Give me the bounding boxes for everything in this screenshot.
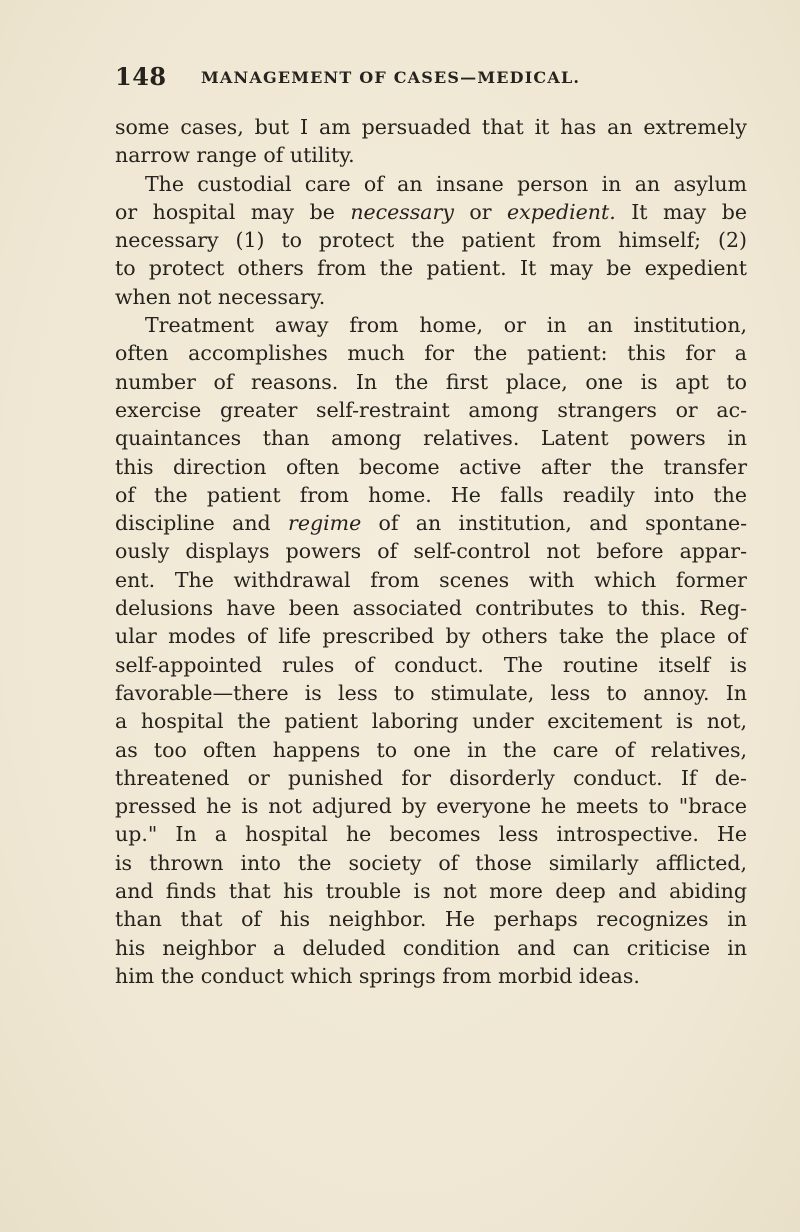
text-segment: or	[453, 199, 508, 224]
text-line: is thrown into the society of those similarly afflicted,	[115, 850, 747, 875]
text-line: Treatment away from home, or in an institution,	[145, 313, 747, 338]
text-line	[115, 509, 747, 537]
text-segment: It may be	[615, 199, 747, 224]
text-segment: discipline and	[115, 511, 289, 536]
text-segment: of an institution, and spontane-	[361, 511, 748, 536]
running-title: MANAGEMENT OF CASES—MEDICAL.	[201, 68, 581, 87]
italic-phrase: regime	[288, 511, 362, 536]
text-line: some cases, but I am persuaded that it has an extremely	[115, 115, 747, 139]
text-line: ously displays powers of self-control not before appar-	[115, 539, 747, 564]
text-line: of the patient from home. He falls readily into the	[115, 482, 747, 507]
text-line: ent. The withdrawal from scenes with which former	[115, 567, 747, 592]
text-line: this direction often become active after the transfer	[115, 454, 747, 479]
text-line: threatened or punished for disorderly conduct. If de-	[115, 765, 747, 790]
text-line: exercise greater self-restraint among strangers or ac-	[115, 397, 747, 422]
text-line: quaintances than among relatives. Latent powers in	[115, 426, 747, 451]
text-line: pressed he is not adjured by everyone he meets to "brace	[115, 794, 747, 819]
text-line: up." In a hospital he becomes less introspective. He	[115, 822, 747, 847]
text-line: delusions have been associated contributes to this. Reg-	[115, 596, 747, 621]
text-line: a hospital the patient laboring under excitement is not,	[115, 709, 747, 734]
text-line: and finds that his trouble is not more deep and abiding	[115, 879, 747, 904]
text-segment: or hospital may be	[115, 199, 351, 224]
text-line: when not necessary.	[115, 284, 326, 309]
text-line: self-appointed rules of conduct. The routine itself is	[115, 652, 747, 677]
text-line: than that of his neighbor. He perhaps recognizes in	[115, 907, 747, 932]
text-line	[115, 198, 747, 226]
text-line: The custodial care of an insane person in an asylum	[145, 171, 747, 196]
page-header	[115, 62, 725, 96]
text-line: his neighbor a deluded condition and can criticise in	[115, 935, 747, 960]
text-line: as too often happens to one in the care of relatives,	[115, 737, 747, 762]
italic-phrase: necessary	[350, 199, 454, 224]
text-line: number of reasons. In the first place, one is apt to	[115, 369, 747, 394]
text-line: to protect others from the patient. It may be expedient	[115, 256, 747, 281]
text-line: favorable—there is less to stimulate, less to annoy. In	[115, 680, 747, 705]
body-text	[115, 113, 747, 990]
text-line: often accomplishes much for the patient: this for a	[115, 341, 747, 366]
text-line: ular modes of life prescribed by others take the place of	[115, 624, 747, 649]
italic-phrase: expedient.	[507, 199, 616, 224]
page-number: 148	[115, 62, 167, 91]
text-line: narrow range of utility.	[115, 143, 355, 168]
text-line: necessary (1) to protect the patient from himself; (2)	[115, 228, 747, 253]
text-line: him the conduct which springs from morbid ideas.	[115, 963, 640, 988]
